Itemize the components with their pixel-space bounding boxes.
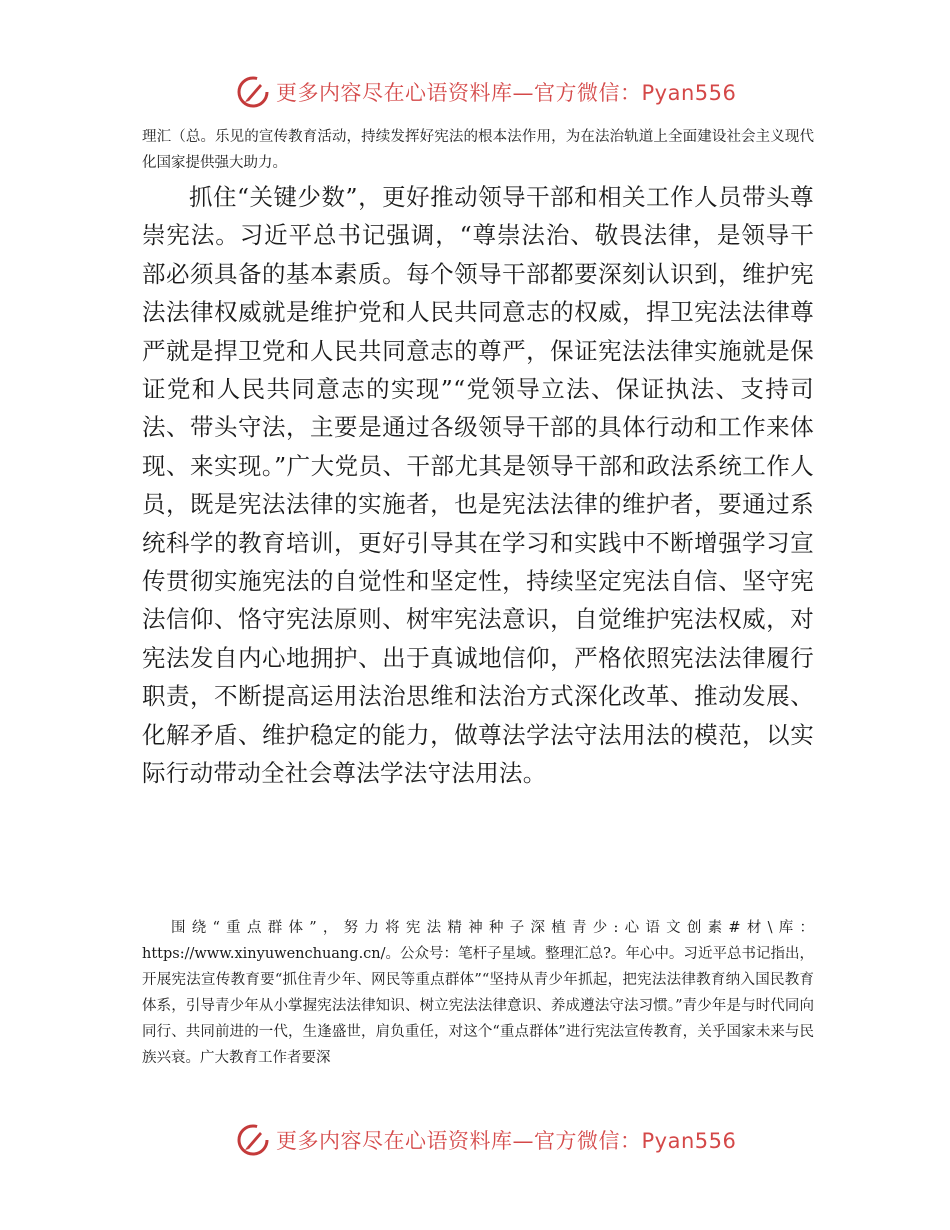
paragraph-key-groups: 围绕“重点群体”，努力将宪法精神种子深植青少:心语文创素#材\库：https://www.xinyuwenchuang.cn/。公众号：笔杆子星域。整理汇总?。年心中。习近平总书记指出，开展宪法宣传教育要“抓住青少年、网民等重点群体”“坚持从青少年抓起，把宪法法律教育纳入国民教育体系，引导青少年从小掌握宪法法律知识、树立宪法法律意识、养成遵法守法习惯。”青少年是与时代同向同行、共同前进的一代，生逢盛世，肩负重任，对这个“重点群体”进行宪法宣传教育，关乎国家未来与民族兴衰。广大教育工作者要深 xyxy=(142,920,814,1066)
header-banner xyxy=(236,72,736,112)
quill-pen-logo-icon xyxy=(236,75,270,109)
footer-banner xyxy=(236,1120,736,1160)
header-banner-text: 更多内容尽在心语资料库—官方微信：Pyan556 xyxy=(276,81,737,105)
footer-banner-text: 更多内容尽在心语资料库—官方微信：Pyan556 xyxy=(276,1129,737,1153)
paragraph-intro-continuation: 理汇（总。乐见的宣传教育活动，持续发挥好宪法的根本法作用，为在法治轨道上全面建设社会主义现代化国家提供强大助力。 xyxy=(142,129,814,171)
quill-pen-logo-icon xyxy=(236,1123,270,1157)
paragraph-key-minority: 抓住“关键少数”，更好推动领导干部和相关工作人员带头尊崇宪法。习近平总书记强调，“尊崇法治、敬畏法律，是领导干部必须具备的基本素质。每个领导干部都要深刻认识到，维护宪法法律权威就是维护党和人民共同意志的权威，捍卫宪法法律尊严就是捍卫党和人民共同意志的尊严，保证宪法法律实施就是保证党和人民共同意志的实现”“党领导立法、保证执法、支持司法、带头守法，主要是通过各级领导干部的具体行动和工作来体现、来实现。”广大党员、干部尤其是领导干部和政法系统工作人员，既是宪法法律的实施者，也是宪法法律的维护者，要通过系统科学的教育培训，更好引导其在学习和实践中不断增强学习宣传贯彻实施宪法的自觉性和坚定性，持续坚定宪法自信、坚守宪法信仰、恪守宪法原则、树牢宪法意识，自觉维护宪法权威，对宪法发自内心地拥护、出于真诚地信仰，严格依照宪法法律履行职责，不断提高运用法治思维和法治方式深化改革、推动发展、化解矛盾、维护稳定的能力，做尊法学法守法用法的模范，以实际行动带动全社会尊法学法守法用法。 xyxy=(142,183,814,788)
